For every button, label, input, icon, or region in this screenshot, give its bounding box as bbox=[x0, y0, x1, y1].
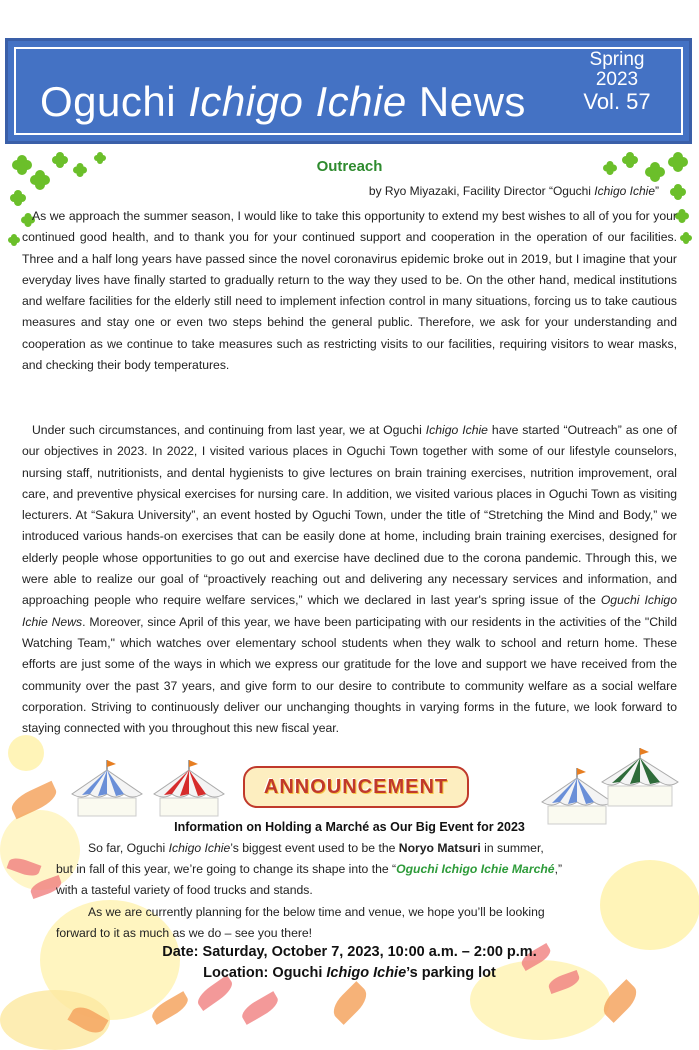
event-text-line-4: As we are currently planning for the below time and venue, we hope you’ll be looking bbox=[88, 905, 545, 919]
tent-red bbox=[152, 758, 226, 818]
tent-green bbox=[600, 746, 680, 808]
issue-year: 2023 bbox=[595, 69, 639, 90]
section-heading-outreach: Outreach bbox=[316, 158, 383, 175]
event-location: Location: Oguchi Ichigo Ichie’s parking lot bbox=[203, 965, 496, 981]
announcement-badge: ANNOUNCEMENT bbox=[243, 766, 469, 808]
event-heading: Information on Holding a Marché as Our Big Event for 2023 bbox=[174, 820, 525, 834]
event-text-line-1: So far, Oguchi Ichigo Ichie’s biggest event used to be the Noryo Matsuri in summer, bbox=[88, 841, 544, 855]
event-text-line-3: with a tasteful variety of food trucks and stands. bbox=[56, 883, 313, 897]
newsletter-title: Oguchi Ichigo Ichie News bbox=[40, 78, 526, 125]
article-paragraph-2: Under such circumstances, and continuing from last year, we at Oguchi Ichigo Ichie have started “Outreach” as one of our objectives in 2023. In 2022, I visited various places in Oguchi Town together with some of our lifestyle counselors, nursing staff, nutritionists, and dental hygienists to give lectures on brain training exercises, nutrition improvement, oral care, and preventive physical exercises for nursing care. In addition, we visited various places in Oguchi Town as visiting lecturers. At “Sakura University”, an event hosted by Oguchi Town, under the title of “Stretching the Mind and Body,” we introduced various hands-on exercises that can be easily done at home, including brain training exercises, designed for elderly people whose opportunities to go out and exercise have declined due to the corona pandemic. Through this, we were able to realize our goal of “proactively reaching out and delivering any necessary services and information, and approaching people who require welfare services,” which we declared in last year's spring issue of the Oguchi Ichigo Ichie News. Moreover, since April of this year, we have been participating with our residents in the activities of the "Child Watching Team," which watches over elementary school students when they walk to school and return home. These efforts are just some of the ways in which we express our gratitude for the love and support we have received from the community over the past 37 years, and give form to our desire to contribute to community welfare as a social welfare corporation. Striving to continuously deliver our unchanging thoughts in varying forms in the future, we look forward to staying connected with you throughout this new fiscal year. bbox=[22, 423, 678, 736]
issue-info bbox=[572, 50, 662, 114]
event-date: Date: Saturday, October 7, 2023, 10:00 a.m. – 2:00 p.m. bbox=[162, 944, 537, 960]
article-paragraph-1: As we approach the summer season, I would like to take this opportunity to extend my best wishes to all of you for your continued good health, and to thank you for your continued support and cooperation in the operation of our facilities. Three and a half long years have passed since the novel coronavirus epidemic broke out in 2019, but I imagine that your everyday lives have finally started to gradually return to the way they used to be. On the other hand, medical institutions and welfare facilities for the elderly still need to implement infection control in many situations, forcing us to take cautious measures and stay one or even two steps behind the general public. Therefore, we ask for your understanding and cooperation as we continue to take measures such as restricting visits to our facilities, requiring visitors to wear masks, and checking their body temperatures. bbox=[22, 209, 677, 373]
event-text-line-2: but in fall of this year, we’re going to change its shape into the “Oguchi Ichigo Ichie Marché,” bbox=[56, 862, 563, 876]
issue-volume: Vol. 57 bbox=[583, 89, 651, 114]
issue-season: Spring bbox=[589, 49, 645, 70]
article-byline: by Ryo Miyazaki, Facility Director “Oguchi Ichigo Ichie” bbox=[368, 184, 659, 198]
event-text-line-5: forward to it as much as we do – see you there! bbox=[56, 926, 313, 940]
tent-blue-left bbox=[70, 758, 144, 818]
